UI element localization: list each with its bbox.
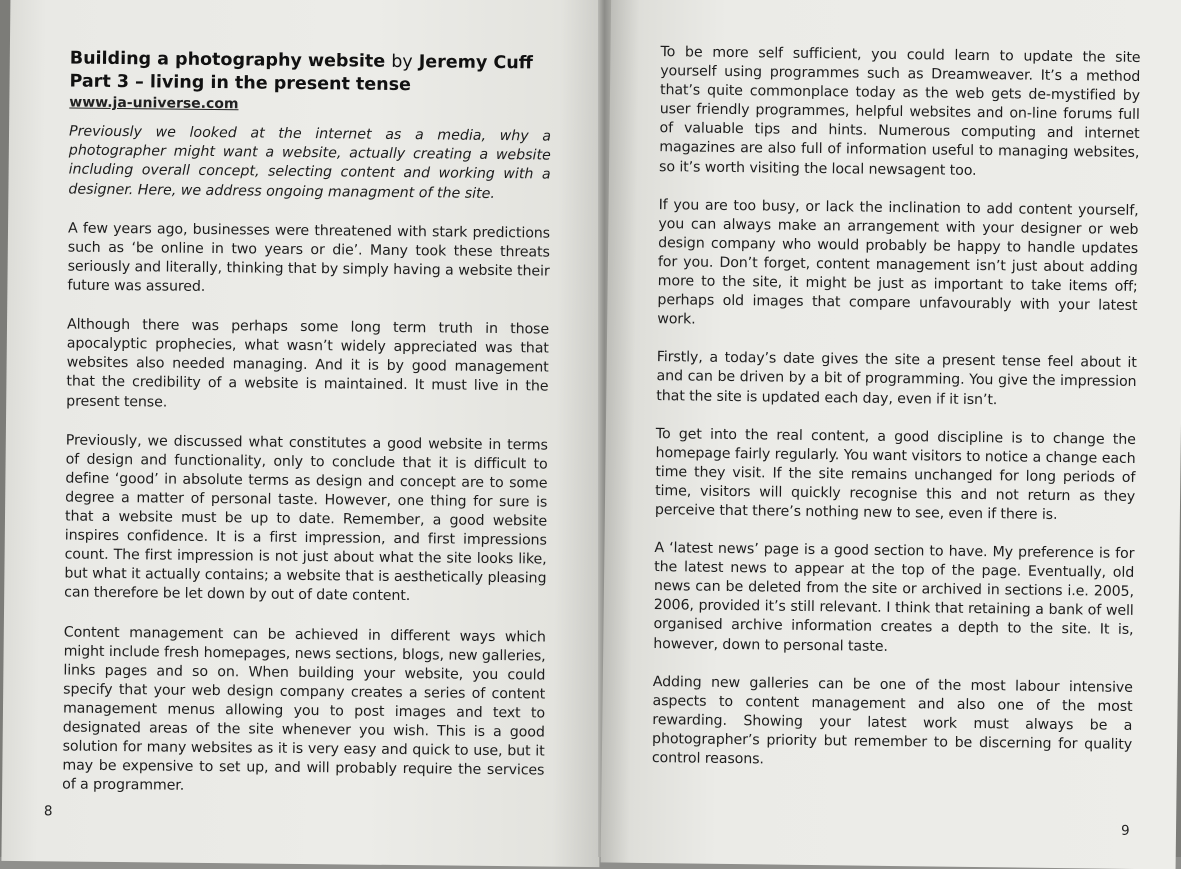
page-number: 8	[43, 803, 53, 820]
body-paragraph: If you are too busy, or lack the inclination to add content yourself, you can always make an arrangement with your designer or web design company who would probably be happy to handle updates for you. Don’t forget, content management isn’t just about adding more to the site, it might be just as important to take items off; perhaps old images that compare unfavourably with your latest work.	[657, 196, 1139, 328]
body-paragraph: Although there was perhaps some long term truth in those apocalyptic prophecies, what wasn’t widely appreciated was that websites also needed managing. And it is by good management that the credibility of a website is maintained. It must live in the present tense.	[66, 316, 550, 411]
right-page-content	[652, 43, 1141, 793]
left-page-content	[62, 48, 552, 820]
body-paragraph: Adding new galleries can be one of the most labour intensive aspects to content management and also one of the most rewarding. Showing your latest work must always be a photographer’s priority but remember to be discerning for quality control reasons.	[651, 673, 1133, 768]
author-name: Jeremy Cuff	[418, 52, 534, 74]
website-url: www.ja-universe.com	[69, 94, 239, 113]
title-main: Building a photography website	[69, 48, 386, 72]
body-paragraph: Previously, we discussed what constitutes a good website in terms of design and functionality, only to conclude that it is difficult to define ‘good’ in absolute terms as design and concept are to some degree a matter of personal taste. However, one thing for sure is that a website must be up to date. Remember, a good website inspires confidence. It is a first impression, and first impressions count. The first impression is not just about what the site looks like, but what it actually contains; a website that is aesthetically pleasing can therefore be let down by out of date content.	[64, 432, 548, 605]
body-paragraph: To get into the real content, a good discipline is to change the homepage fairly regularly. You want visitors to notice a change each time they visit. If the site remains unchanged for long periods of time, visitors will quickly recognise this and not return as they perceive that there’s nothing new to see, even if there is.	[654, 425, 1136, 523]
intro-paragraph: Previously we looked at the internet as a media, why a photographer might want a website, actually creating a website including overall concept, selecting content and working with a designer. Here, we address ongoing managment of the site.	[68, 123, 552, 202]
body-paragraph: Content management can be achieved in different ways which might include fresh homepages, news sections, blogs, new galleries, links pages and so on. When building your website, you could specify that your web design company creates a series of content management menus allowing you to post images and text to designated areas of the site whenever you wish. This is a good solution for many websites as it is very easy and quick to use, but it may be expensive to set up, and will probably require the services of a programmer.	[62, 623, 546, 794]
right-page	[601, 0, 1181, 869]
body-paragraph: Firstly, a today’s date gives the site a present tense feel about it and can be driven by a bit of programming. You give the impression that the site is updated each day, even if it isn’t.	[656, 349, 1137, 408]
body-paragraph: To be more self sufficient, you could learn to update the site yourself using programmes such as Dreamweaver. It’s a method that’s quite commonplace today as the web gets de-mystified by user friendly programmes, helpful websites and on-line forums full of valuable tips and hints. Numerous computing and internet magazines are also full of information useful to managing websites, so it’s worth visiting the local newsagent too.	[659, 44, 1141, 179]
left-page	[1, 0, 608, 867]
title-by: by	[391, 51, 413, 73]
body-paragraph: A few years ago, businesses were threatened with stark predictions such as ‘be online in two years or die’. Many took these threats seriously and literally, thinking that by simply having a website their future was assured.	[67, 220, 551, 296]
page-number: 9	[1120, 822, 1130, 839]
article-subtitle: Part 3 – living in the present tense	[69, 71, 412, 96]
body-paragraph: A ‘latest news’ page is a good section to have. My preference is for the latest news to appear at the top of the page. Eventually, old news can be deleted from the site or archived in sections i.e. 2005, 2006, provided it’s still relevant. I think that retaining a bank of well organised archive information creates a depth to the site. It is, however, down to personal taste.	[653, 540, 1135, 655]
